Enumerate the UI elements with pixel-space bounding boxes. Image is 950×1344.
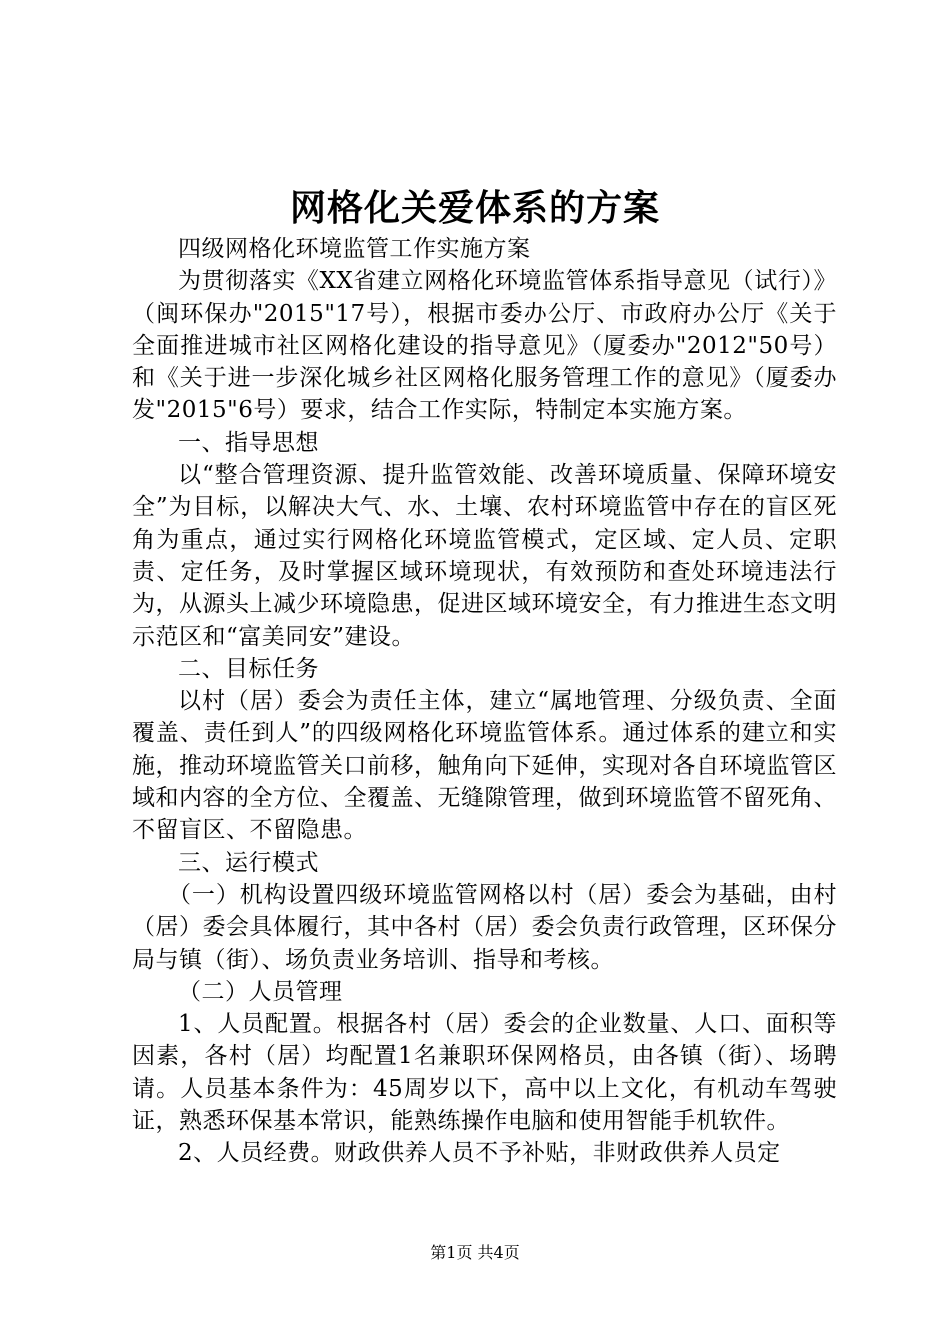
staffing-paragraph: 1、人员配置。根据各村（居）委会的企业数量、人口、面积等因素，各村（居）均配置1名兼职环保网格员，由各镇（街）、场聘请。人员基本条件为：45周岁以下，高中以上文化，有机动车驾驶证，熟悉环保基本常识，能熟练操作电脑和使用智能手机软件。 — [132, 1011, 837, 1135]
section-heading-operating-mode: 三、运行模式 — [178, 849, 319, 876]
section-heading-objectives: 二、目标任务 — [178, 655, 319, 682]
page-footer: 第1页 共4页 — [430, 1243, 520, 1262]
document-body — [132, 233, 837, 1170]
subtitle-paragraph: 四级网格化环境监管工作实施方案 — [178, 236, 531, 262]
section-heading-guiding-principles: 一、指导思想 — [178, 429, 319, 456]
subsection-heading-personnel: （二）人员管理 — [178, 978, 343, 1005]
objectives-paragraph: 以村（居）委会为责任主体，建立“属地管理、分级负责、全面覆盖、责任到人”的四级网格化环境监管体系。通过体系的建立和实施，推动环境监管关口前移，触角向下延伸，实现对各自环境监管区域和内容的全方位、全覆盖、无缝隙管理，做到环境监管不留死角、不留盲区、不留隐患。 — [132, 688, 837, 844]
intro-paragraph: 为贯彻落实《XX省建立网格化环境监管体系指导意见（试行）》（闽环保办"2015"17号），根据市委办公厅、市政府办公厅《关于全面推进城市社区网格化建设的指导意见》（厦委办"2012"50号）和《关于进一步深化城乡社区网格化服务管理工作的意见》（厦委办发"2015"6号）要求，结合工作实际，特制定本实施方案。 — [132, 268, 837, 424]
funding-paragraph: 2、人员经费。财政供养人员不予补贴，非财政供养人员定 — [178, 1140, 781, 1167]
guiding-principles-paragraph: 以“整合管理资源、提升监管效能、改善环境质量、保障环境安全”为目标，以解决大气、水、土壤、农村环境监管中存在的盲区死角为重点，通过实行网格化环境监管模式，定区域、定人员、定职责、定任务，及时掌握区域环境现状，有效预防和查处环境违法行为，从源头上减少环境隐患，促进区域环境安全，有力推进生态文明示范区和“富美同安”建设。 — [132, 462, 837, 650]
organization-paragraph: （一）机构设置四级环境监管网格以村（居）委会为基础，由村（居）委会具体履行，其中各村（居）委会负责行政管理，区环保分局与镇（街）、场负责业务培训、指导和考核。 — [132, 881, 837, 973]
page-title: 网格化关爱体系的方案 — [289, 187, 660, 229]
